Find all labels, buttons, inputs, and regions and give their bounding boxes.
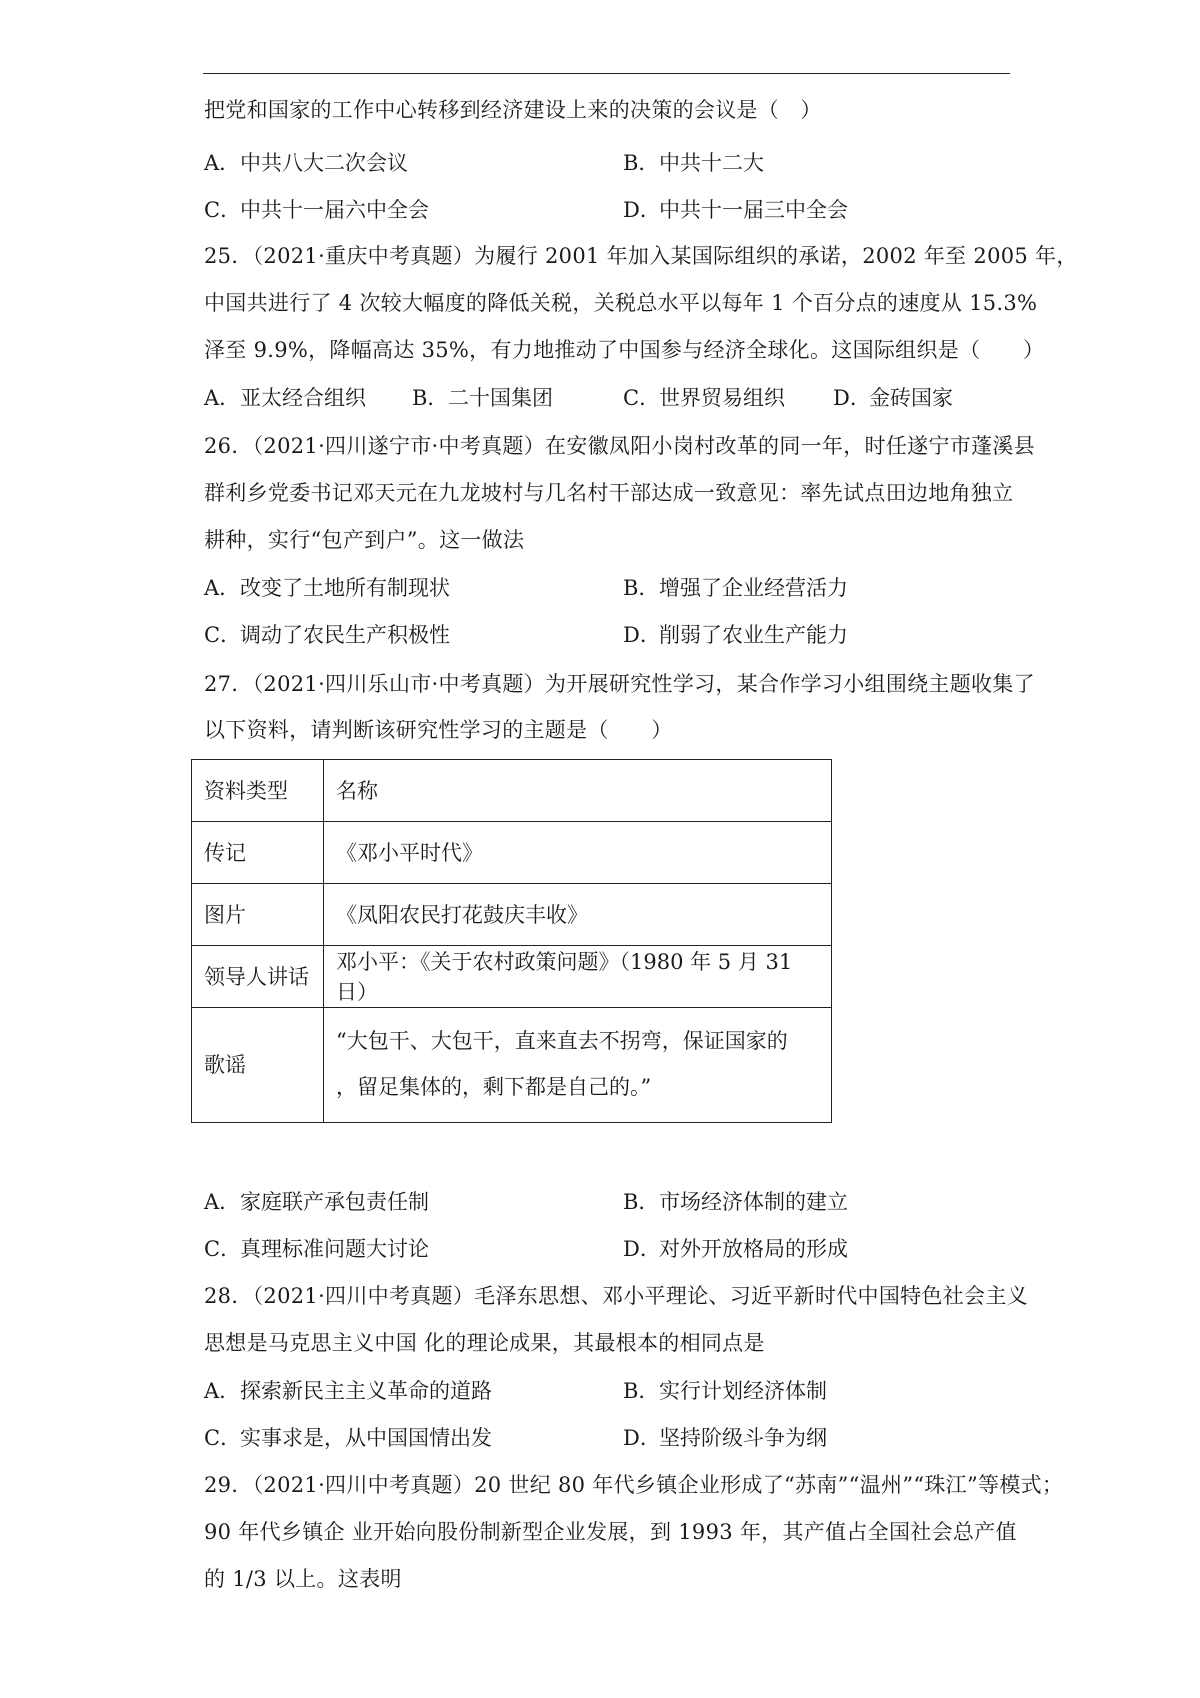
- question-29-line-1: 29．（2021·四川中考真题）20 世纪 80 年代乡镇企业形成了“苏南”“温州”“珠江”等模式；: [204, 1473, 1064, 1497]
- table-row: [192, 822, 832, 884]
- option-d[interactable]: D．金砖国家: [833, 386, 953, 410]
- option-b[interactable]: B．市场经济体制的建立: [623, 1190, 848, 1214]
- question-29-line-3: 的 1/3 以上。这表明: [204, 1567, 402, 1591]
- question-25-line-2: 中国共进行了 4 次较大幅度的降低关税，关税总水平以每年 1 个百分点的速度从 15.3%: [204, 291, 1038, 315]
- table-header-cell: 名称: [324, 760, 832, 822]
- table-cell: 《邓小平时代》: [324, 822, 832, 884]
- table-cell: [324, 1008, 832, 1123]
- table-cell: 邓小平：《关于农村政策问题》（1980 年 5 月 31 日）: [324, 946, 832, 1008]
- question-29-line-2: 90 年代乡镇企 业开始向股份制新型企业发展，到 1993 年，其产值占全国社会总产值: [204, 1520, 1017, 1544]
- option-a[interactable]: A．中共八大二次会议: [204, 151, 408, 175]
- option-a[interactable]: A．家庭联产承包责任制: [204, 1190, 429, 1214]
- table-cell: 传记: [192, 822, 324, 884]
- question-24-stem: 把党和国家的工作中心转移到经济建设上来的决策的会议是（ ）: [204, 98, 822, 122]
- header-rule: [203, 73, 1010, 74]
- ballad-line-2: ，留足集体的，剩下都是自己的。”: [336, 1075, 652, 1099]
- table-row: [192, 946, 832, 1008]
- table-header-cell: 资料类型: [192, 760, 324, 822]
- table-cell: 歌谣: [192, 1008, 324, 1123]
- table-row: [192, 1008, 832, 1123]
- question-26-line-3: 耕种，实行“包产到户”。这一做法: [204, 528, 525, 552]
- question-25-line-1: 25．（2021·重庆中考真题）为履行 2001 年加入某国际组织的承诺，2002 年至 2005 年，: [204, 244, 1078, 268]
- option-b[interactable]: B．二十国集团: [412, 386, 553, 410]
- option-a[interactable]: A．亚太经合组织: [204, 386, 366, 410]
- option-a[interactable]: A．改变了土地所有制现状: [204, 576, 450, 600]
- question-26-line-1: 26．（2021·四川遂宁市·中考真题）在安徽凤阳小岗村改革的同一年，时任遂宁市蓬溪县: [204, 434, 1035, 458]
- question-28-line-2: 思想是马克思主义中国 化的理论成果，其最根本的相同点是: [204, 1331, 765, 1355]
- option-c[interactable]: C．真理标准问题大讨论: [204, 1237, 429, 1261]
- table-cell: 《凤阳农民打花鼓庆丰收》: [324, 884, 832, 946]
- option-b[interactable]: B．中共十二大: [623, 151, 764, 175]
- table-cell: 图片: [192, 884, 324, 946]
- question-26-line-2: 群利乡党委书记邓天元在九龙坡村与几名村干部达成一致意见：率先试点田边地角独立: [204, 481, 1014, 505]
- option-c[interactable]: C．世界贸易组织: [623, 386, 785, 410]
- ballad-line-1: “大包干、大包干，直来直去不拐弯，保证国家的: [336, 1029, 788, 1053]
- option-c[interactable]: C．中共十一届六中全会: [204, 198, 429, 222]
- option-b[interactable]: B．增强了企业经营活力: [623, 576, 848, 600]
- option-c[interactable]: C．实事求是，从中国国情出发: [204, 1426, 492, 1450]
- option-a[interactable]: A．探索新民主主义革命的道路: [204, 1379, 492, 1403]
- question-25-line-3: 泽至 9.9%，降幅高达 35%，有力地推动了中国参与经济全球化。这国际组织是（ ）: [204, 338, 1045, 362]
- option-d[interactable]: D．中共十一届三中全会: [623, 198, 848, 222]
- option-d[interactable]: D．削弱了农业生产能力: [623, 623, 848, 647]
- option-d[interactable]: D．坚持阶级斗争为纲: [623, 1426, 827, 1450]
- question-27-line-2: 以下资料，请判断该研究性学习的主题是（ ）: [204, 718, 673, 742]
- question-27-line-1: 27．（2021·四川乐山市·中考真题）为开展研究性学习，某合作学习小组围绕主题收集了: [204, 672, 1035, 696]
- table-header-row: [192, 760, 832, 822]
- option-d[interactable]: D．对外开放格局的形成: [623, 1237, 848, 1261]
- option-b[interactable]: B．实行计划经济体制: [623, 1379, 827, 1403]
- table-cell: 领导人讲话: [192, 946, 324, 1008]
- option-c[interactable]: C．调动了农民生产积极性: [204, 623, 450, 647]
- table-row: [192, 884, 832, 946]
- question-28-line-1: 28．（2021·四川中考真题）毛泽东思想、邓小平理论、习近平新时代中国特色社会主义: [204, 1284, 1028, 1308]
- resource-table: [191, 759, 832, 1123]
